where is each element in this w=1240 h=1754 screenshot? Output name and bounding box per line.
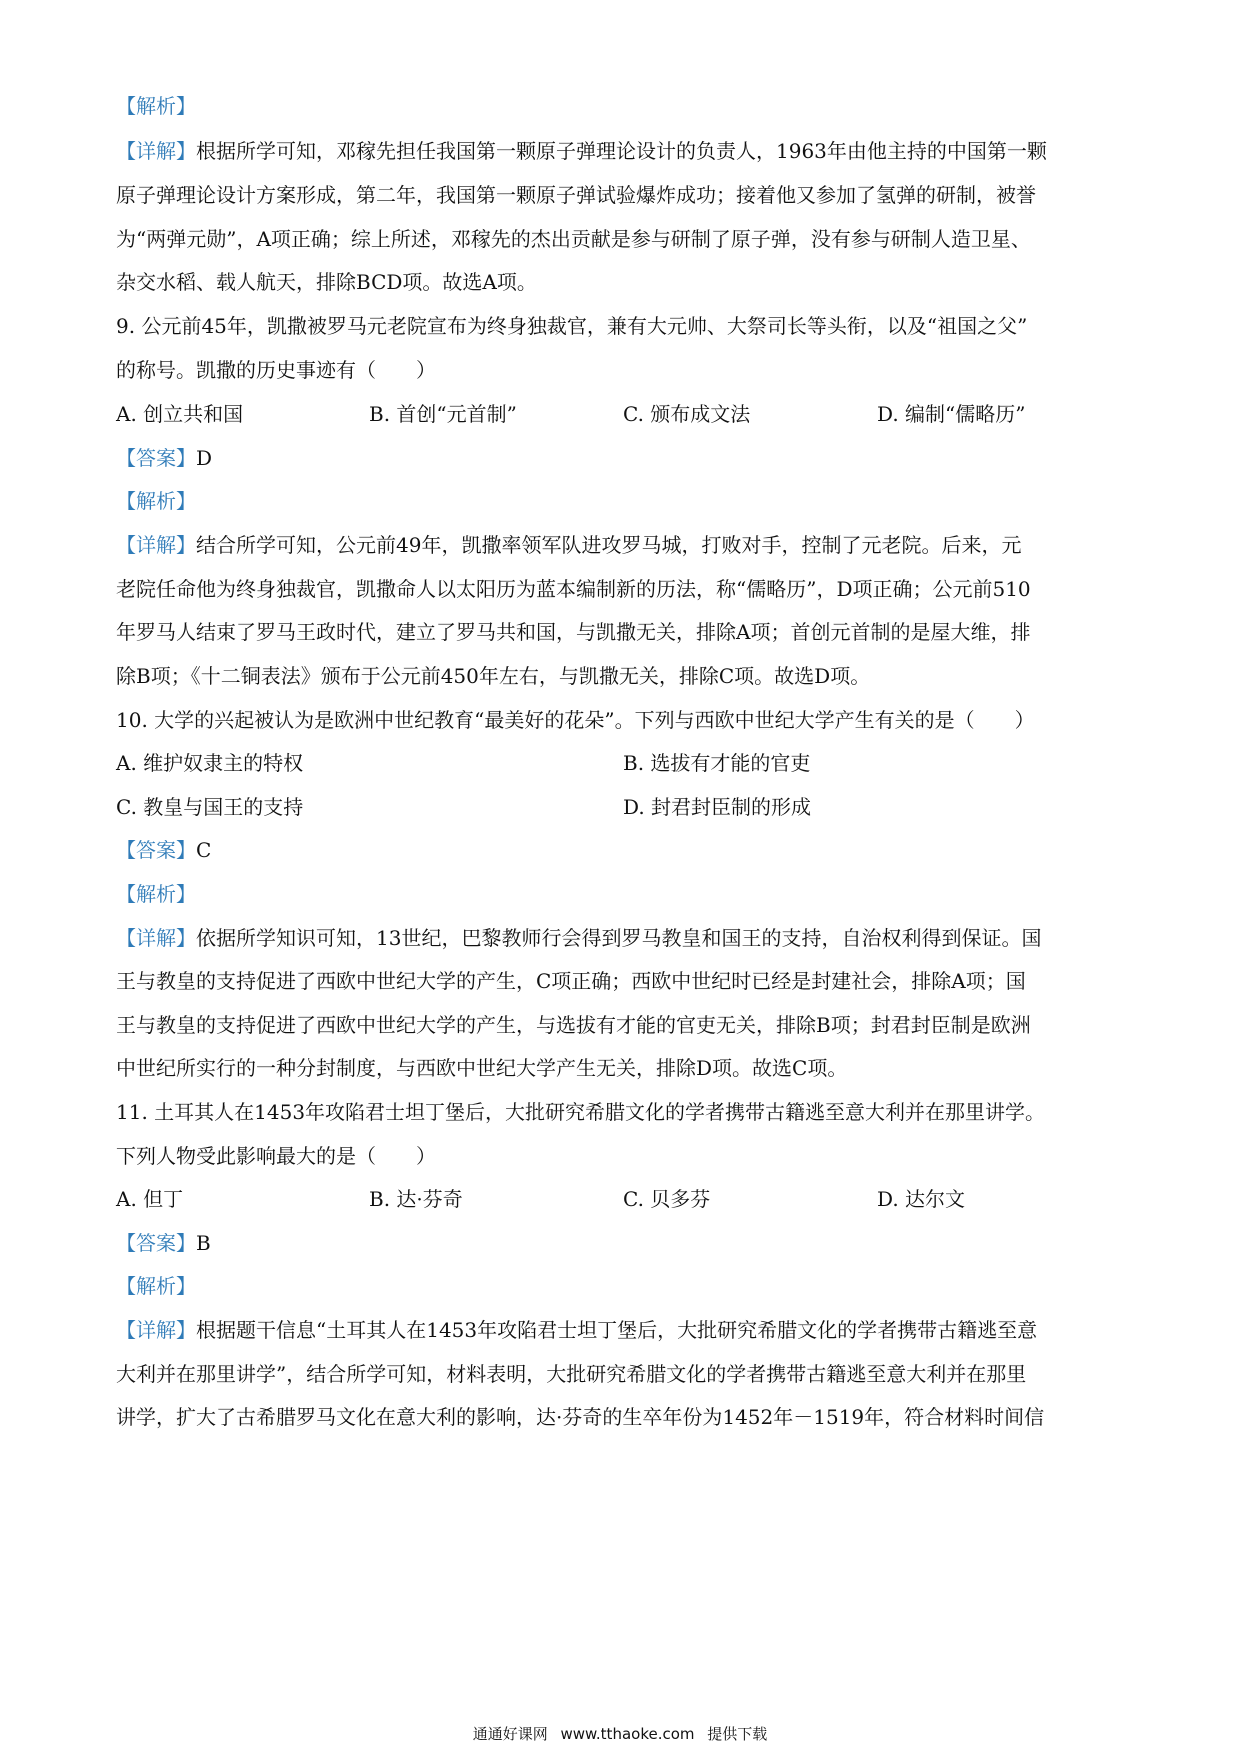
q11-option-c: C. 贝多芬 — [623, 1187, 711, 1211]
detail-line: 讲学，扩大了古希腊罗马文化在意大利的影响，达·芬奇的生卒年份为1452年－1519年，符合材料时间信 — [116, 1405, 1045, 1429]
q9-option-b: B. 首创“元首制” — [369, 402, 517, 426]
q11-option-d: D. 达尔文 — [877, 1187, 966, 1211]
detail-line: 年罗马人结束了罗马王政时代，建立了罗马共和国，与凯撒无关，排除A项；首创元首制的是屋大维，排 — [116, 620, 1031, 644]
q10-option-a: A. 维护奴隶主的特权 — [116, 751, 304, 775]
q10-option-d: D. 封君封臣制的形成 — [623, 795, 812, 819]
detail-line: 除B项；《十二铜表法》颁布于公元前450年左右，与凯撒无关，排除C项。故选D项。 — [116, 664, 871, 688]
q11-option-b: B. 达·芬奇 — [369, 1187, 463, 1211]
footer-url[interactable]: www.tthaoke.com — [560, 1725, 695, 1743]
q11-stem-line: 11. 土耳其人在1453年攻陷君士坦丁堡后，大批研究希腊文化的学者携带古籍逃至意大利并在那里讲学。 — [116, 1100, 1046, 1124]
analysis-label: 【解析】 — [116, 94, 196, 118]
detail-label: 【详解】 — [116, 1318, 196, 1342]
detail-line: 大利并在那里讲学”，结合所学可知，材料表明，大批研究希腊文化的学者携带古籍逃至意大利并在那里 — [116, 1362, 1027, 1386]
detail-line: 【详解】根据题干信息“土耳其人在1453年攻陷君士坦丁堡后，大批研究希腊文化的学者携带古籍逃至意 — [116, 1318, 1038, 1342]
answer-label: 【答案】 — [116, 838, 196, 862]
detail-line: 王与教皇的支持促进了西欧中世纪大学的产生，C项正确；西欧中世纪时已经是封建社会，排除A项；国 — [116, 969, 1026, 993]
detail-line: 【详解】结合所学可知，公元前49年，凯撒率领军队进攻罗马城，打败对手，控制了元老院。后来，元 — [116, 533, 1022, 557]
detail-line: 为“两弹元勋”，A项正确；综上所述，邓稼先的杰出贡献是参与研制了原子弹，没有参与研制人造卫星、 — [116, 227, 1031, 251]
q11-stem-line: 下列人物受此影响最大的是（ ） — [116, 1144, 436, 1168]
answer-label: 【答案】 — [116, 446, 196, 470]
q9-stem-line: 的称号。凯撒的历史事迹有（ ） — [116, 358, 436, 382]
q9-stem-line: 9. 公元前45年，凯撒被罗马元老院宣布为终身独裁官，兼有大元帅、大祭司长等头衔，以及“祖国之父” — [116, 314, 1028, 338]
answer-value: C — [196, 838, 212, 862]
detail-line: 【详解】依据所学知识可知，13世纪，巴黎教师行会得到罗马教皇和国王的支持，自治权利得到保证。国 — [116, 926, 1042, 950]
q11-option-a: A. 但丁 — [116, 1187, 184, 1211]
detail-label: 【详解】 — [116, 926, 196, 950]
q9-option-c: C. 颁布成文法 — [623, 402, 751, 426]
detail-label: 【详解】 — [116, 139, 196, 163]
q10-stem-line: 10. 大学的兴起被认为是欧洲中世纪教育“最美好的花朵”。下列与西欧中世纪大学产生有关的是（ ） — [116, 708, 1035, 732]
answer-value: D — [196, 446, 213, 470]
analysis-label: 【解析】 — [116, 882, 196, 906]
q9-answer — [116, 444, 1126, 472]
answer-label: 【答案】 — [116, 1231, 196, 1255]
analysis-label: 【解析】 — [116, 1274, 196, 1298]
q11-answer — [116, 1229, 1126, 1257]
q10-answer — [116, 836, 1126, 864]
detail-line: 中世纪所实行的一种分封制度，与西欧中世纪大学产生无关，排除D项。故选C项。 — [116, 1056, 848, 1080]
q10-option-c: C. 教皇与国王的支持 — [116, 795, 304, 819]
detail-line: 王与教皇的支持促进了西欧中世纪大学的产生，与选拔有才能的官吏无关，排除B项；封君封臣制是欧洲 — [116, 1013, 1031, 1037]
footer-note: 提供下载 — [707, 1725, 768, 1743]
q9-option-d: D. 编制“儒略历” — [877, 402, 1026, 426]
detail-line: 【详解】根据所学可知，邓稼先担任我国第一颗原子弹理论设计的负责人，1963年由他主持的中国第一颗 — [116, 139, 1047, 163]
analysis-label: 【解析】 — [116, 489, 196, 513]
page-footer — [0, 1723, 1240, 1745]
detail-line: 原子弹理论设计方案形成，第二年，我国第一颗原子弹试验爆炸成功；接着他又参加了氢弹的研制，被誉 — [116, 183, 1036, 207]
footer-site: 通通好课网 — [472, 1725, 548, 1743]
answer-value: B — [196, 1231, 211, 1255]
q10-option-b: B. 选拔有才能的官吏 — [623, 751, 811, 775]
detail-label: 【详解】 — [116, 533, 196, 557]
q9-option-a: A. 创立共和国 — [116, 402, 244, 426]
detail-line: 杂交水稻、载人航天，排除BCD项。故选A项。 — [116, 270, 537, 294]
detail-line: 老院任命他为终身独裁官，凯撒命人以太阳历为蓝本编制新的历法，称“儒略历”，D项正确；公元前510 — [116, 577, 1031, 601]
